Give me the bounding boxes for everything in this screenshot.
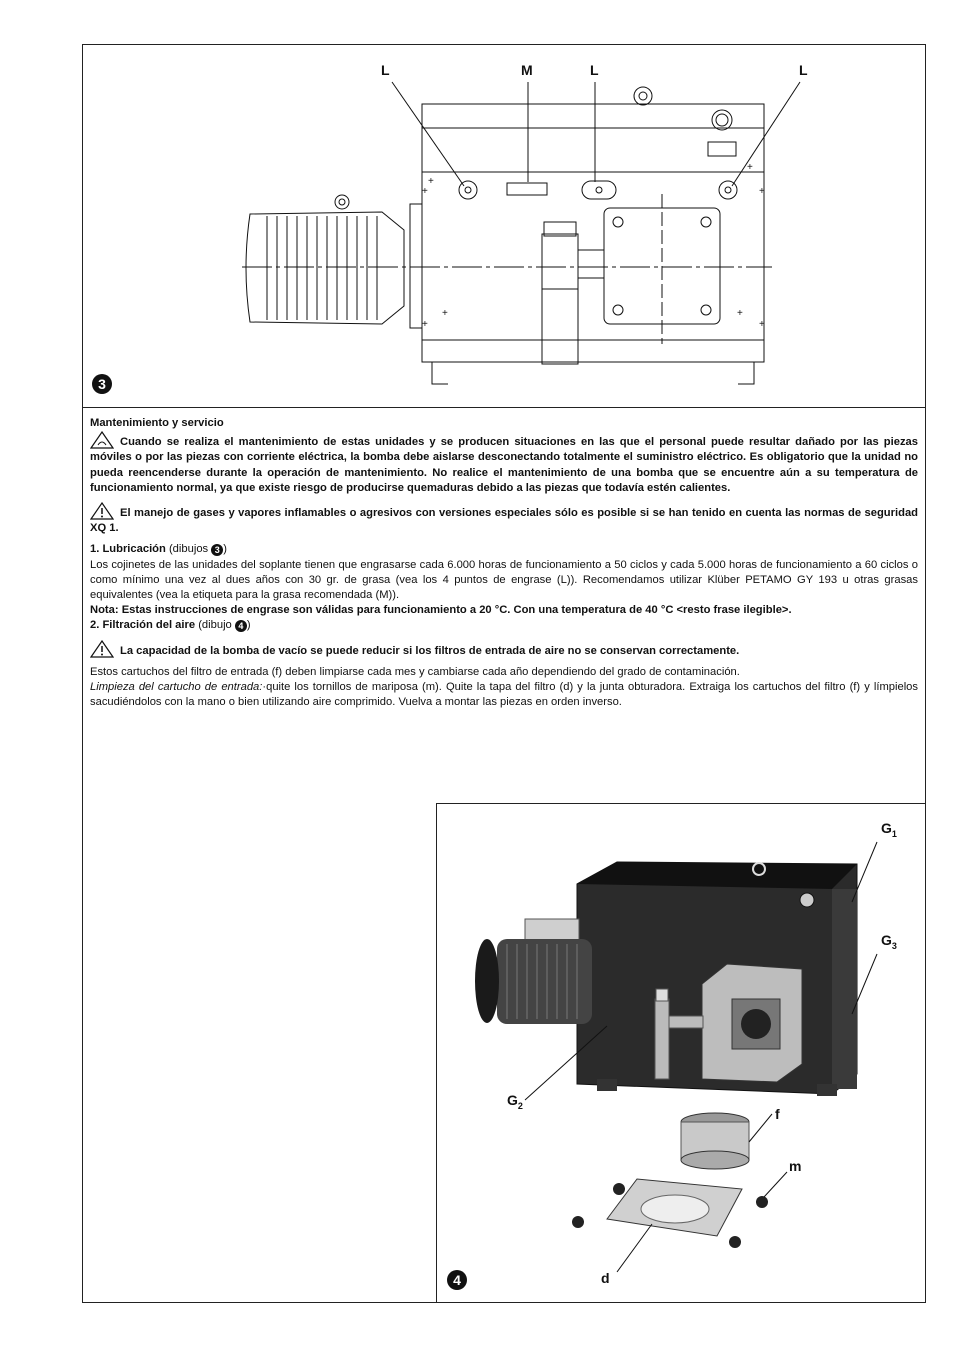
figure-4-number: 4 [447,1270,467,1290]
label-M: M [521,62,533,78]
maintenance-text [90,416,918,710]
warning-flammable [90,502,918,536]
warning-icon [90,502,114,520]
pump-line-drawing [82,44,926,408]
section-2-body-1: Estos cartuchos del filtro de entrada (f) deben limpiarse cada mes y cambiarse cada año dependiendo del grado de contaminación. [90,665,740,678]
section-1-body: Los cojinetes de las unidades del soplante tienen que engrasarse cada 6.000 horas de funcionamiento a 50 ciclos y cada 5.000 horas de funcionamiento a 60 ciclos o como mínimo una vez al dues años con 30 gr. de grasa (vea los 4 puntos de engrase (L)). Recomendamos utilizar Klüber PETAMO GY 193 u otras grasas equivalentes (vea la etiqueta para la grasa recomendada (M)). [90,558,918,602]
label-L-1: L [381,62,390,78]
label-f: f [775,1106,780,1122]
figure-ref-3: 3 [211,544,223,556]
svg-text:+: + [428,176,434,187]
warning-filter [90,640,918,659]
figure-ref-4: 4 [235,620,247,632]
label-G3: $G_3$ [881,932,897,951]
warning-icon [90,640,114,658]
warning-electrical [90,431,918,496]
svg-text:+: + [759,319,765,330]
label-d: d [601,1270,610,1286]
label-L-3: L [799,62,808,78]
section-heading: Mantenimiento y servicio [90,417,224,429]
svg-text:+: + [422,319,428,330]
section-2-heading: 2. Filtración del aire (dibujo 4 ) [90,619,251,632]
label-G1: $G_1$ [881,820,897,839]
pump-exploded-view [437,804,927,1304]
hand-warning-icon [90,431,114,449]
figure-3-number: 3 [92,374,112,394]
svg-text:+: + [737,308,743,319]
figure-4-illustration [436,803,926,1303]
warning-2-text: El manejo de gases y vapores inflamables o agresivos con versiones especiales sólo es posible si se han tenido en cuenta las normas de seguridad XQ 1. [90,507,918,535]
figure-3-drawing [82,44,926,408]
section-1-note: Nota: Estas instrucciones de engrase son válidas para funcionamiento a 20 °C. Con una temperatura de 40 °C <resto frase ilegible>. [90,604,792,617]
label-L-2: L [590,62,599,78]
svg-text:+: + [422,186,428,197]
section-2-body-2: Limpieza del cartucho de entrada:·quite los tornillos de mariposa (m). Quite la tapa del filtro (d) y la junta obturadora. Extraiga los cartuchos del filtro (f) y límpielos sacudiéndolos con la mano o bien utilizando aire comprimido. Vuelva a montar las piezas en orden inverso. [90,681,918,709]
warning-3-text: La capacidad de la bomba de vacío se puede reducir si los filtros de entrada de aire no se conservan correctamente. [120,644,740,657]
svg-text:+: + [759,186,765,197]
label-G2: $G_2$ [507,1092,523,1111]
svg-text:+: + [747,162,753,173]
warning-1-text: Cuando se realiza el mantenimiento de estas unidades y se producen situaciones en las que el personal puede resultar dañado por las piezas móviles o por las piezas con corriente eléctrica, la bomba debe aislarse desconectando totalmente el suministro eléctrico. Es obligatorio que la unidad no pueda reencenderse durante la operación de mantenimiento. No realice el mantenimiento de una bomba que se encuentre aún a su temperatura de funcionamiento normal, ya que existe riesgo de producirse quemaduras debido a las piezas que todavía estén calientes. [90,436,918,494]
svg-text:+: + [442,308,448,319]
section-1-heading: 1. Lubricación (dibujos 3 ) [90,543,227,556]
label-m: m [789,1158,802,1174]
